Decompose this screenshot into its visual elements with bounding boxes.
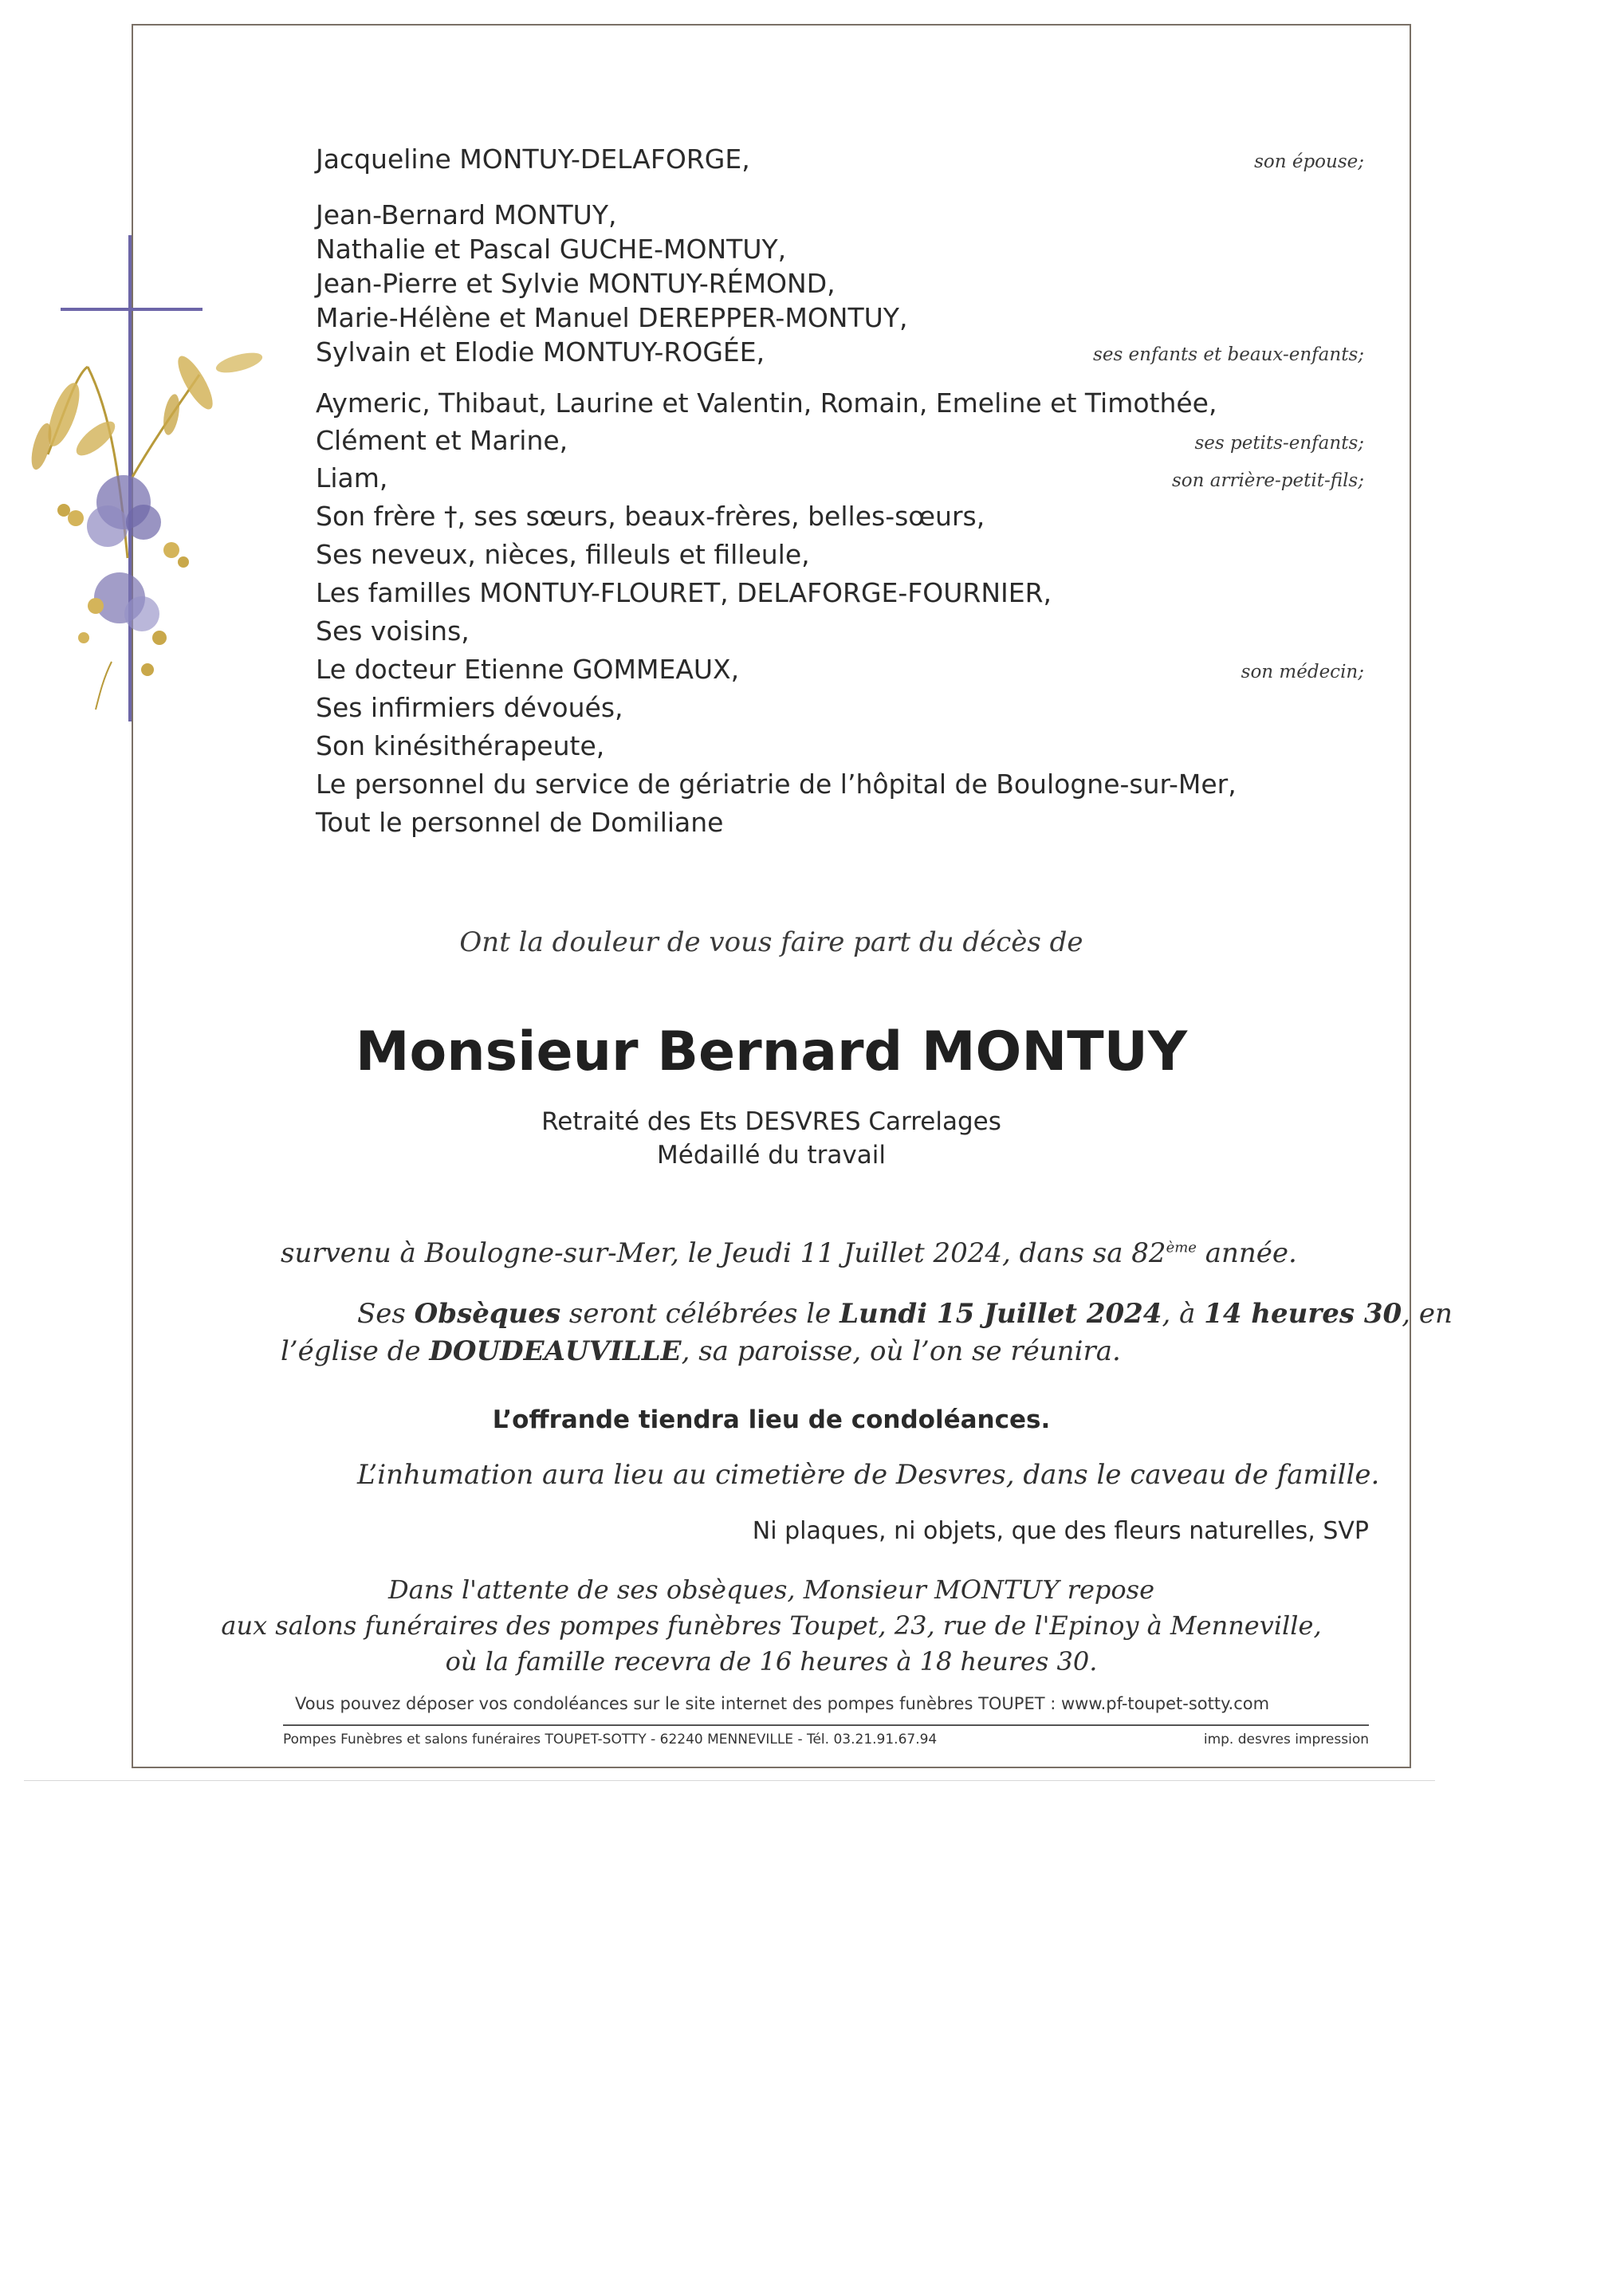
funeral-time: 14 heures 30 <box>1204 1298 1402 1330</box>
funeral-line-1 <box>357 1298 1453 1330</box>
funeral-keyword: Obsèques <box>414 1298 561 1330</box>
funeral-text: seront célébrées le <box>560 1298 840 1330</box>
condolence-website-note: Vous pouvez déposer vos condoléances sur le site internet des pompes funèbres TOUPET : www.pf-toupet-sotty.com <box>295 1694 1270 1713</box>
family-relation-label: ses enfants et beaux-enfants; <box>1093 344 1364 365</box>
death-text-end: année. <box>1196 1237 1297 1269</box>
family-member-line: Ses neveux, nièces, filleuls et filleule, <box>316 539 810 570</box>
death-ordinal-suffix: ème <box>1166 1239 1197 1256</box>
repose-line-3: où la famille recevra de 16 heures à 18 heures 30. <box>445 1646 1098 1677</box>
family-member-line: Tout le personnel de Domiliane <box>316 807 724 838</box>
death-text: survenu à Boulogne-sur-Mer, le Jeudi 11 Juillet 2024, dans sa 82 <box>281 1237 1166 1269</box>
funeral-text: , en <box>1402 1298 1453 1330</box>
funeral-text: , à <box>1162 1298 1205 1330</box>
family-member-line: Ses infirmiers dévoués, <box>316 692 623 723</box>
family-member-line: Sylvain et Elodie MONTUY-ROGÉE, <box>316 336 765 368</box>
repose-line-2: aux salons funéraires des pompes funèbres Toupet, 23, rue de l'Epinoy à Menneville, <box>221 1610 1322 1641</box>
family-member-line: Son frère †, ses sœurs, beaux-frères, belles-sœurs, <box>316 501 985 532</box>
family-relation-label: son épouse; <box>1254 151 1364 172</box>
funeral-text: , sa paroisse, où l’on se réunira. <box>681 1335 1121 1367</box>
page-bottom-rule <box>24 1780 1435 1781</box>
family-member-line: Aymeric, Thibaut, Laurine et Valentin, Romain, Emeline et Timothée, <box>316 387 1217 419</box>
family-member-line: Le docteur Etienne GOMMEAUX, <box>316 654 740 685</box>
family-member-line: Les familles MONTUY-FLOURET, DELAFORGE-FOURNIER, <box>316 577 1052 608</box>
burial-note: L’inhumation aura lieu au cimetière de Desvres, dans le caveau de famille. <box>357 1459 1380 1491</box>
funeral-text: l’église de <box>281 1335 430 1367</box>
family-member-line: Le personnel du service de gériatrie de l’hôpital de Boulogne-sur-Mer, <box>316 769 1237 800</box>
death-details <box>281 1237 1297 1269</box>
family-member-line: Clément et Marine, <box>316 425 568 456</box>
family-member-line: Jean-Pierre et Sylvie MONTUY-RÉMOND, <box>316 268 836 299</box>
deceased-subtitle-2: Médaillé du travail <box>657 1141 886 1170</box>
cross-bouquet-decoration <box>0 0 287 741</box>
wheat-flower-bouquet-icon <box>28 349 265 710</box>
funeral-home-info: Pompes Funèbres et salons funéraires TOUPET-SOTTY - 62240 MENNEVILLE - Tél. 03.21.91.67.94 <box>283 1732 938 1748</box>
family-member-line: Jacqueline MONTUY-DELAFORGE, <box>316 144 750 175</box>
family-member-line: Nathalie et Pascal GUCHE-MONTUY, <box>316 234 787 265</box>
family-relation-label: ses petits-enfants; <box>1194 433 1364 454</box>
announcement-intro: Ont la douleur de vous faire part du décès de <box>459 926 1083 958</box>
family-relation-label: son arrière-petit-fils; <box>1171 470 1364 491</box>
offering-note: L’offrande tiendra lieu de condoléances. <box>492 1406 1051 1434</box>
family-relation-label: son médecin; <box>1241 662 1364 682</box>
funeral-place: DOUDEAUVILLE <box>429 1335 682 1367</box>
flowers-note: Ni plaques, ni objets, que des fleurs naturelles, SVP <box>752 1517 1369 1545</box>
family-member-line: Ses voisins, <box>316 615 470 647</box>
footer-divider <box>283 1724 1369 1726</box>
family-member-line: Marie-Hélène et Manuel DEREPPER-MONTUY, <box>316 302 908 333</box>
family-member-line: Son kinésithérapeute, <box>316 730 605 761</box>
printer-credit: imp. desvres impression <box>1203 1732 1369 1748</box>
funeral-date: Lundi 15 Juillet 2024 <box>840 1298 1162 1330</box>
family-member-line: Jean-Bernard MONTUY, <box>316 199 617 230</box>
funeral-line-2 <box>281 1335 1121 1367</box>
deceased-subtitle-1: Retraité des Ets DESVRES Carrelages <box>541 1107 1001 1136</box>
deceased-name: Monsieur Bernard MONTUY <box>355 1020 1188 1083</box>
funeral-text: Ses <box>357 1298 415 1330</box>
family-member-line: Liam, <box>316 462 388 493</box>
repose-line-1: Dans l'attente de ses obsèques, Monsieur MONTUY repose <box>388 1575 1154 1605</box>
